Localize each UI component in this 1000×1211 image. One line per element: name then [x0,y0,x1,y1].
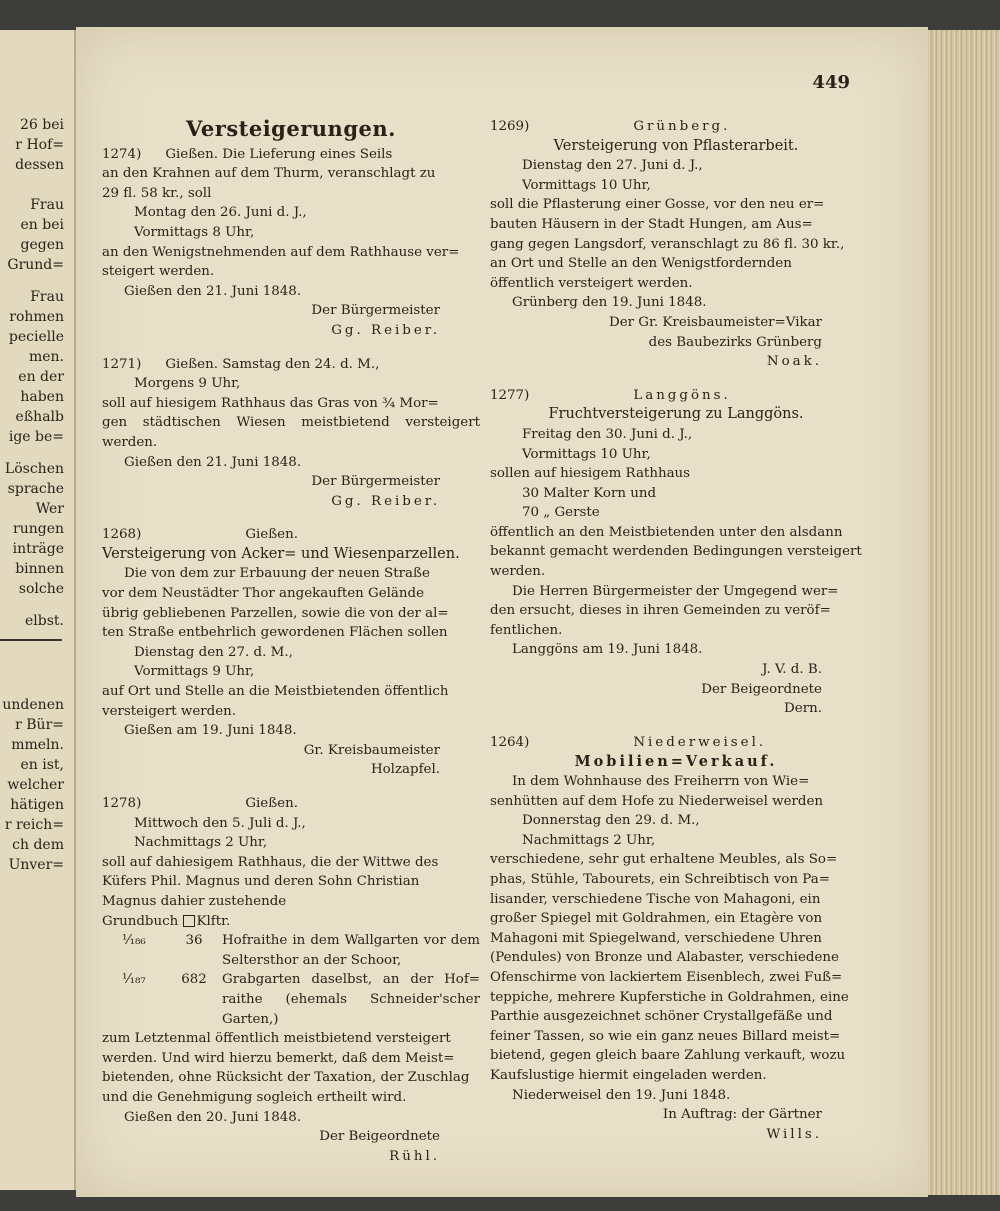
announcement-line: Der Beigeordnete [701,681,822,697]
announcement-line: Nachmittags 2 Uhr, [134,835,268,851]
left-page-line [0,175,74,195]
announcement-line: bauten Häusern in der Stadt Hungen, am Aus= [490,216,813,232]
announcement-line: Dienstag den 27. Juni d. J., [522,158,703,174]
announcement-line: Gg. Reiber. [331,322,440,338]
left-page-line: hätigen [10,797,64,813]
left-page-line: eßhalb [15,409,64,425]
announcement-line: 30 Malter Korn und [522,485,657,501]
announcement-line: Montag den 26. Juni d. J., [134,205,307,221]
left-page-line: solche [18,581,64,597]
announcement [490,386,862,719]
announcement-line: Gießen den 21. Juni 1848. [124,454,302,470]
announcement-first-line [102,355,480,375]
announcement-line: Mittwoch den 5. Juli d. J., [134,815,306,831]
announcement-first-line [102,525,480,545]
left-page-line: Wer [35,501,64,517]
announcement [102,525,480,780]
announcement-line: Der Bürgermeister [311,303,440,319]
left-page-line: undenen [2,697,64,713]
announcement-line: Wills. [766,1126,822,1142]
announcement-line: teppiche, mehrere Kupferstiche in Goldrahmen, eine [490,989,849,1005]
announcement-line: öffentlich an den Meistbietenden unter den alsdann [490,524,843,540]
announcement-line: Noak. [766,354,822,370]
left-page-line: ige be= [8,429,64,445]
announcement-line: zum Letztenmal öffentlich meistbietend versteigert [102,1031,451,1047]
announcement-line: Mahagoni mit Spiegelwand, verschiedene Uhren [490,930,822,946]
table-cell: ¹⁄₁₈₇ [122,972,146,988]
left-page-line: Unver= [8,857,64,873]
announcement-line: an den Wenigstnehmenden auf dem Rathhause ver= [102,244,460,260]
table-header-klftr: Klftr. [196,913,231,929]
announcement-line: bietend, gegen gleich baare Zahlung verkauft, wozu [490,1048,846,1064]
announcement-line: Morgens 9 Uhr, [134,376,241,392]
table-cell: 36 [185,933,203,949]
announcement-line: Parthie ausgezeichnet schöner Crystallgefäße und [490,1009,833,1025]
announcement-number: 1277) [490,387,530,403]
announcement-line: lisander, verschiedene Tische von Mahagoni, ein [490,891,821,907]
announcement-line: Mobilien=Verkauf. [574,753,778,771]
announcement-number: 1269) [490,119,530,134]
announcement-line: phas, Stühle, Tabourets, ein Schreibtisch von Pa= [490,871,830,887]
announcement-line: Gg. Reiber. [331,493,440,509]
announcement-line: den ersucht, dieses in ihren Gemeinden zu veröf= [490,603,831,619]
announcement-line: bietenden, ohne Rücksicht der Taxation, der Zuschlag [102,1070,470,1086]
announcement-place: Grünberg. [633,119,731,134]
announcement-line: Holzapfel. [370,762,440,778]
left-page-line: sprache [7,481,64,497]
left-page-line: binnen [15,561,64,577]
left-page-line: r Bür= [15,717,64,733]
announcement-line: und die Genehmigung sogleich ertheilt wird. [102,1089,407,1105]
table-row [102,970,480,1029]
announcement-line: großer Spiegel mit Goldrahmen, ein Etagère von [490,911,823,927]
left-page-line: en der [18,369,64,385]
left-page-line: dessen [15,157,64,173]
left-page-line: men. [28,349,64,365]
announcement-line: Die Herren Bürgermeister der Umgegend wer= [512,583,839,599]
table-header [102,912,480,932]
left-page-line: Löschen [4,461,64,477]
left-page-line: pecielle [8,329,64,345]
left-page-line: Frau [30,289,64,305]
announcement-line: Fruchtversteigerung zu Langgöns. [548,406,804,423]
announcement-line: des Baubezirks Grünberg [648,334,822,350]
announcement-line: Langgöns am 19. Juni 1848. [512,642,703,658]
announcement-number: 1271) [102,356,142,372]
announcement-line: Gießen am 19. Juni 1848. [124,723,297,739]
announcement-line: Magnus dahier zustehende [102,893,287,909]
announcement-line: ten Straße entbehrlich gewordenen Flächen sollen [102,625,448,641]
announcement-number: 1268) [102,527,142,543]
announcement-line: an Ort und Stelle an den Wenigstfordernden [490,256,792,272]
left-page-line: en bei [20,217,64,233]
announcement-line: bekannt gemacht werdenden Bedingungen versteigert [490,544,862,560]
announcement [490,733,862,1144]
left-page-rule [0,639,62,641]
announcement-line: soll auf hiesigem Rathhaus das Gras von ¾ Mor= [102,395,439,411]
announcement-line: gang gegen Langsdorf, veranschlagt zu 86 fl. 30 kr., [490,236,845,252]
announcement-line: übrig gebliebenen Parzellen, sowie die von der al= [102,605,449,621]
table-header-grundbuch: Grundbuch [102,913,179,929]
announcement-line: 29 fl. 58 kr., soll [102,185,212,201]
announcement-line: feiner Tassen, so wie ein ganz neues Billard meist= [490,1028,841,1044]
announcement-first-line [102,145,480,165]
announcement-line: an den Krahnen auf dem Thurm, veranschlagt zu [102,166,436,182]
left-page-line: ch dem [12,837,64,853]
announcement [102,794,480,1166]
left-page-line: haben [20,389,64,405]
announcement-line: Versteigerung von Acker= und Wiesenparzellen. [102,545,460,562]
announcement-place: Gießen. Die Lieferung eines Seils [165,146,393,162]
left-page-line: elbst. [25,613,64,629]
section-heading: Versteigerungen. [186,116,396,141]
left-page-line: 26 bei [20,117,64,133]
announcement-number: 1264) [490,734,530,750]
right-column [490,117,862,1158]
left-page-line: gegen [20,237,64,253]
announcement-number: 1274) [102,146,142,162]
table-cell: Hofraithe in dem Wallgarten vor dem Seltersthor an der Schoor, [222,933,480,968]
left-page-line: rohmen [9,309,64,325]
left-page-text [0,115,74,875]
announcement [102,145,480,341]
announcement-line: Gr. Kreisbaumeister [303,742,440,758]
announcement-line: Vormittags 10 Uhr, [522,446,651,462]
announcement-line: Küfers Phil. Magnus und deren Sohn Christian [102,874,420,890]
announcement-line: werden. [490,564,546,580]
announcement-first-line [490,117,862,137]
announcement-place: Gießen. [245,796,298,811]
announcement-line: steigert werden. [102,264,215,280]
announcement-line: fentlichen. [490,622,563,638]
announcement-number: 1278) [102,796,142,811]
right-page [76,27,928,1197]
left-page-line: Frau [30,197,64,213]
announcement-line: Gießen den 21. Juni 1848. [124,283,302,299]
announcement-line: Nachmittags 2 Uhr, [522,832,656,848]
announcement-line: gen städtischen Wiesen meistbietend versteigert werden. [102,415,480,450]
page-number: 449 [812,72,850,93]
table-cell: 682 [181,972,207,988]
announcement-line: Der Bürgermeister [311,474,440,490]
announcement-line: Dern. [784,701,822,717]
announcement-place: Gießen. Samstag den 24. d. M., [165,356,380,372]
announcement-line: soll die Pflasterung einer Gosse, vor den neu er= [490,197,825,213]
announcement-line: versteigert werden. [102,703,237,719]
announcement-place: Niederweisel. [633,734,767,750]
announcement-line: auf Ort und Stelle an die Meistbietenden öffentlich [102,684,449,700]
left-page-line: rungen [13,521,64,537]
table-cell: ¹⁄₁₈₆ [122,933,146,949]
announcement-first-line [490,733,862,753]
announcement-line: Freitag den 30. Juni d. J., [522,426,693,442]
announcement-line: Der Gr. Kreisbaumeister=Vikar [608,314,822,330]
announcement-line: J. V. d. B. [762,662,822,678]
announcement-line: In Auftrag: der Gärtner [662,1107,822,1123]
left-page-edge [0,30,76,1190]
announcement-line: vor dem Neustädter Thor angekauften Gelände [102,586,425,602]
announcement-line: soll auf dahiesigem Rathhaus, die der Wittwe des [102,854,439,870]
table-row [102,931,480,970]
announcement-line: Kaufslustige hiermit eingeladen werden. [490,1067,767,1083]
announcement-line: Vormittags 10 Uhr, [522,177,651,193]
left-page-line: r reich= [4,817,64,833]
square-icon [183,915,195,927]
announcement-line: öffentlich versteigert werden. [490,275,693,291]
announcement-line: verschiedene, sehr gut erhaltene Meubles, als So= [490,852,838,868]
left-page-line: inträge [12,541,64,557]
announcement-line: Die von dem zur Erbauung der neuen Straße [124,566,430,582]
announcement-line: Gießen den 20. Juni 1848. [124,1109,302,1125]
book-page-edges [928,30,1000,1195]
announcement-line: Dienstag den 27. d. M., [134,644,293,660]
announcement-place: Langgöns. [633,387,731,403]
announcement-line: Vormittags 9 Uhr, [134,664,255,680]
announcement-line: sollen auf hiesigem Rathhaus [490,466,691,482]
announcement-line: werden. Und wird hierzu bemerkt, daß dem Meist= [102,1050,455,1066]
announcement-line: Vormittags 8 Uhr, [134,224,255,240]
announcement-line: (Pendules) von Bronze und Alabaster, verschiedene [490,950,839,966]
announcement-line: In dem Wohnhause des Freiherrn von Wie= [512,774,810,789]
announcement-line: Versteigerung von Pflasterarbeit. [553,137,799,154]
announcement [490,117,862,372]
table-cell: Grabgarten daselbst, an der Hof= raithe (ehemals Schneider'scher Garten,) [222,972,480,1027]
left-page-line: mmeln. [11,737,64,753]
left-column [102,116,480,1180]
announcement [102,355,480,512]
left-page-line: Grund= [7,257,64,273]
announcement-line: 70 „ Gerste [522,505,600,521]
announcement-line: Der Beigeordnete [319,1129,440,1145]
announcement-line: Grünberg den 19. Juni 1848. [512,295,707,311]
announcement-line: Donnerstag den 29. d. M., [522,813,700,829]
announcement-line: Rühl. [389,1148,440,1164]
left-page-line: welcher [7,777,64,793]
announcement-first-line [102,794,480,814]
announcement-line: Ofenschirme von lackiertem Eisenblech, zwei Fuß= [490,969,843,985]
left-page-line: r Hof= [15,137,64,153]
announcement-first-line [490,386,862,406]
announcement-line: Niederweisel den 19. Juni 1848. [512,1087,731,1103]
announcement-line: senhütten auf dem Hofe zu Niederweisel werden [490,793,824,809]
announcement-place: Gießen. [245,527,298,543]
left-page-line: en ist, [20,757,64,773]
